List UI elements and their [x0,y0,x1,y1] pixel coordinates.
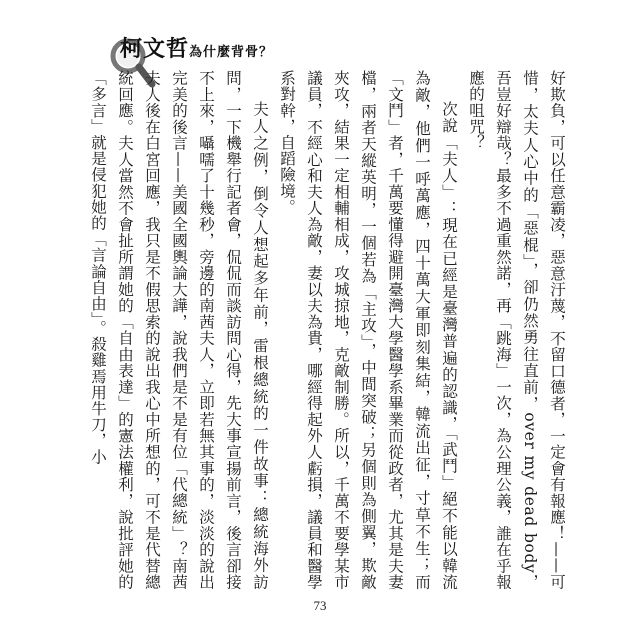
chapter-title [120,32,273,63]
paragraph: 次說「夫人」：現在已經是臺灣普遍的認識，「武鬥」絕不能以韓流為敵，他們一呼萬應，四十萬大軍即刻集結，韓流出征，寸草不生；而「文鬥」者，千萬要懂得避開臺灣大學醫學系畢業而從政者，尤其是夫妻檔，兩者天縱英明，一個若為「主攻」，中間突破；另個則為側翼，欺敵夾攻，結果一定相輔相成，攻城掠地，克敵制勝。所以，千萬不要學某市議員，不經心和夫人為敵，妻以夫為貴，哪經得起外人虧損，議員和醫學系對幹，自蹈險境。 [278,70,458,590]
paragraph: 好欺負，可以任意霸凌，惡意汙蔑，不留口德者，一定會有報應！——可惜，太夫人心中的「惡棍」，卻仍然勇往直前，over my dead body，吾豈好辯哉？最多不過重然諾，再「跳海」一次，為公理公義，誰在乎報應的咀咒？ [467,70,566,590]
chapter-title-sub: 為什麼背骨？ [189,45,274,60]
chapter-title-main: 柯文哲 [120,37,190,62]
page-number: 73 [313,598,327,613]
paragraph: 夫人之例，倒令人想起多年前，雷根總統的一件故事：總統海外訪問，一下機舉行記者會，侃侃而談訪問心得，先大事宣揚前言，後言卻接不上來，囁嚅了十幾秒，旁邊的南茜夫人，立即若無其事的，淡淡的說出完美的後言——美國全國輿論大譁，說我們是不是有位「代總統」？南茜夫人後在白宮回應，我只是不假思索的說出我心中所想的，可不是代替總統回應。夫人當然不會扯所謂她的「自由表達」的憲法權利，說批評她的「多言」就是侵犯她的「言論自由」。殺雞焉用牛刀，小 [89,70,269,590]
body-text [89,70,570,590]
